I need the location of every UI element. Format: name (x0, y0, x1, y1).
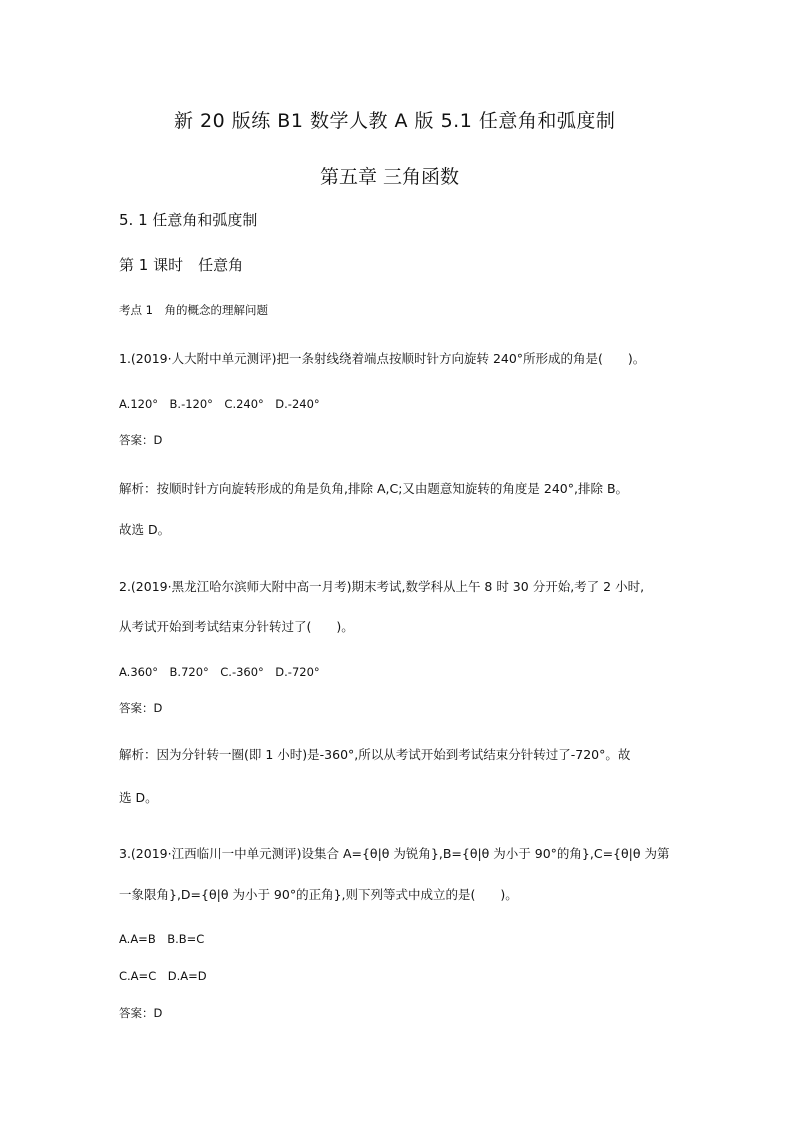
section-title: 5. 1 任意角和弧度制 (119, 211, 258, 229)
q1-stem: 1.(2019·人大附中单元测评)把一条射线绕着端点按顺时针方向旋转 240°所形成的角是( )。 (119, 351, 646, 366)
q2-options: A.360° B.720° C.-360° D.-720° (119, 665, 320, 679)
q3-options-line1: A.A=B B.B=C (119, 932, 205, 946)
q3-stem-line1: 3.(2019·江西临川一中单元测评)设集合 A={θ|θ 为锐角},B={θ|θ 为小于 90°的角},C={θ|θ 为第 (119, 846, 670, 861)
q2-stem-line2: 从考试开始到考试结束分针转过了( )。 (119, 619, 354, 634)
q3-answer: 答案：D (119, 1006, 163, 1020)
q1-analysis-line2: 故选 D。 (119, 522, 171, 537)
document-title: 新 20 版练 B1 数学人教 A 版 5.1 任意角和弧度制 (174, 110, 616, 132)
lesson-title: 第 1 课时 任意角 (119, 256, 244, 274)
q1-answer: 答案：D (119, 433, 163, 447)
q1-options: A.120° B.-120° C.240° D.-240° (119, 397, 320, 411)
q2-stem-line1: 2.(2019·黑龙江哈尔滨师大附中高一月考)期末考试,数学科从上午 8 时 30 分开始,考了 2 小时, (119, 579, 645, 594)
q2-analysis-line2: 选 D。 (119, 790, 158, 805)
q2-analysis-line1: 解析：因为分针转一圈(即 1 小时)是-360°,所以从考试开始到考试结束分针转过了-720°。故 (119, 747, 631, 762)
chapter-title: 第五章 三角函数 (320, 166, 460, 188)
q3-options-line2: C.A=C D.A=D (119, 969, 207, 983)
q1-analysis-line1: 解析：按顺时针方向旋转形成的角是负角,排除 A,C;又由题意知旋转的角度是 240°,排除 B。 (119, 481, 629, 496)
q3-stem-line2: 一象限角},D={θ|θ 为小于 90°的正角},则下列等式中成立的是( )。 (119, 887, 518, 902)
q2-answer: 答案：D (119, 701, 163, 715)
kaodian-heading: 考点 1 角的概念的理解问题 (119, 303, 268, 317)
